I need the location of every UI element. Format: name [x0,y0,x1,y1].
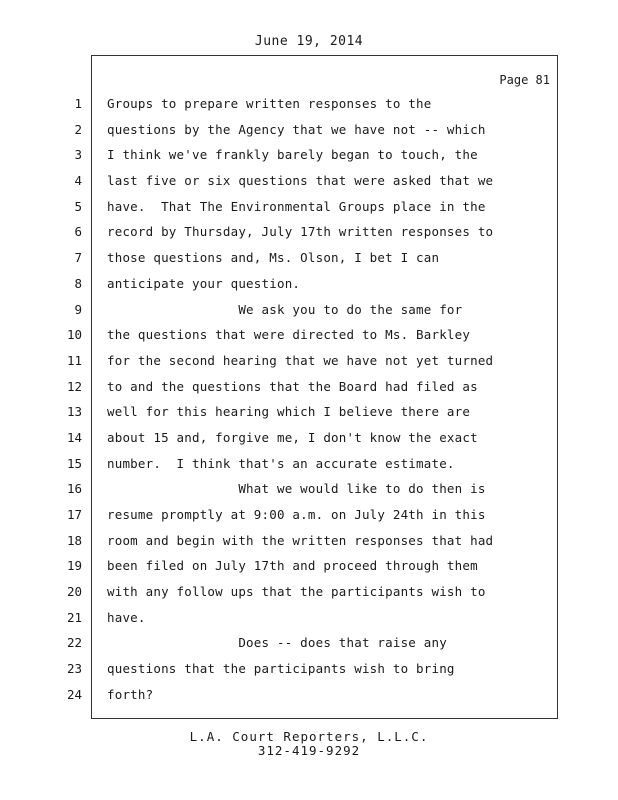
line-number: 15 [66,455,82,471]
line-number: 24 [66,686,82,702]
transcript-line: forth? [107,686,154,702]
footer [0,730,618,758]
page-number: Page 81 [499,73,550,87]
transcript-line: resume promptly at 9:00 a.m. on July 24th in this [107,507,486,522]
transcript-line: to and the questions that the Board had filed as [107,378,478,394]
line-number: 8 [74,275,82,291]
page-date: June 19, 2014 [254,34,364,49]
line-number: 20 [66,584,82,600]
line-number: 22 [66,635,82,651]
line-number: 7 [74,250,82,266]
transcript-line: anticipate your question. [107,275,301,291]
transcript-line: with any follow ups that the participants wish to [107,584,486,600]
transcript-line: room and begin with the written responses that had [107,532,494,548]
transcript-line: Groups to prepare written responses to the [107,96,432,111]
line-number: 4 [74,173,82,189]
line-number: 16 [66,481,82,497]
line-number: 3 [74,147,82,163]
transcript-line: for the second hearing that we have not yet turned [107,352,494,368]
line-number: 5 [74,198,82,214]
transcript-line: have. [107,609,146,625]
transcript-line: those questions and, Ms. Olson, I bet I can [107,250,440,266]
transcript-line: Does -- does that raise any [107,635,447,651]
line-number: 6 [74,224,82,240]
line-number: 13 [66,404,82,420]
transcript-line: been filed on July 17th and proceed through them [107,558,478,574]
transcript-body [107,91,493,708]
transcript-line: questions by the Agency that we have not -- which [107,121,486,137]
line-number: 1 [74,96,82,111]
transcript-line: We ask you to do the same for [107,301,463,317]
court-reporter-name: L.A. Court Reporters, L.L.C. [189,729,429,744]
transcript-line: What we would like to do then is [107,481,486,497]
line-number: 21 [66,609,82,625]
line-number: 17 [66,507,82,522]
transcript-line: number. I think that's an accurate estimate. [107,455,455,471]
transcript-line: have. That The Environmental Groups place in the [107,198,486,214]
line-number: 18 [66,532,82,548]
line-number: 12 [66,378,82,394]
line-number: 2 [74,121,82,137]
line-number: 9 [74,301,82,317]
transcript-line: I think we've frankly barely began to touch, the [107,147,478,163]
line-number: 14 [66,429,82,445]
line-number: 23 [66,661,82,677]
line-number-column [58,91,82,708]
transcript-line: last five or six questions that were asked that we [107,173,494,189]
court-reporter-phone: 312-419-9292 [257,743,361,758]
transcript-line: questions that the participants wish to bring [107,661,455,677]
line-number: 10 [66,327,82,343]
line-number: 11 [66,352,82,368]
line-number: 19 [66,558,82,574]
transcript-line: about 15 and, forgive me, I don't know the exact [107,429,478,445]
transcript-line: the questions that were directed to Ms. Barkley [107,327,471,343]
transcript-line: record by Thursday, July 17th written responses to [107,224,494,240]
transcript-line: well for this hearing which I believe there are [107,404,471,420]
